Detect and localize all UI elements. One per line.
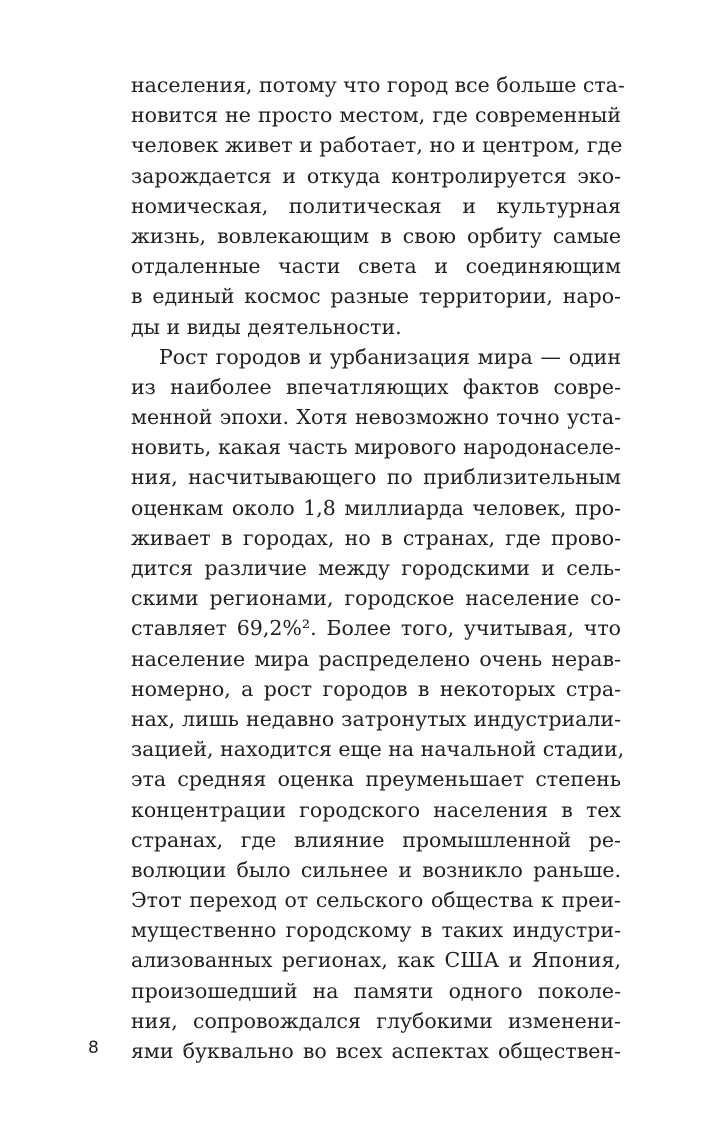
text-line: мущественно городскому в таких индустри-	[131, 918, 621, 943]
text-line: ализованных регионах, как США и Япония,	[131, 948, 621, 973]
body-text	[131, 70, 625, 1066]
text-line: Рост городов и урбанизация мира — один	[159, 344, 621, 369]
text-line: живает в городах, но в странах, где прово-	[131, 525, 621, 550]
text-line: Этот переход от сельского общества к преи-	[131, 888, 621, 913]
text-line: странах, где влияние промышленной ре-	[131, 827, 621, 852]
text-line: эта средняя оценка преуменьшает степень	[131, 767, 621, 792]
text-line: человек живет и работает, но и центром, где	[131, 133, 623, 158]
text-line: населения, потому что город все больше ста-	[131, 73, 625, 97]
text-line: зарождается и откуда контролируется эко-	[131, 163, 621, 188]
text-line: дится различие между городскими и сель-	[131, 556, 621, 580]
page-number: 8	[88, 1038, 99, 1058]
text-line: номическая, политическая и культурная	[131, 193, 621, 218]
text-line: нах, лишь недавно затронутых индустриали-	[131, 706, 621, 731]
text-line: ния, насчитывающего по приблизительным	[131, 465, 621, 490]
paragraph	[131, 342, 625, 1067]
text-line: скими регионами, городское население со-	[131, 586, 621, 611]
text-line: волюции было сильнее и возникло раньше.	[131, 857, 621, 882]
text-line: ставляет 69,2%². Более того, учитывая, что	[131, 616, 621, 641]
text-line: новится не просто местом, где современный	[131, 103, 621, 128]
text-line: ды и виды деятельности.	[131, 314, 402, 339]
text-line: ями буквально во всех аспектах обществен-	[131, 1039, 621, 1063]
text-line: новить, какая часть мирового народонаселе-	[131, 435, 621, 460]
text-line: произошедший на памяти одного поколе-	[131, 978, 621, 1003]
text-line: из наиболее впечатляющих фактов совре-	[131, 374, 621, 399]
text-line: зацией, находится еще на начальной стадии,	[131, 737, 625, 762]
text-line: отдаленные части света и соединяющим	[131, 254, 621, 279]
text-line: менной эпохи. Хотя невозможно точно уста-	[131, 405, 621, 430]
text-line: в единый космос разные территории, наро-	[131, 284, 621, 309]
paragraph	[131, 70, 625, 342]
text-line: ния, сопровождался глубокими изменени-	[131, 1008, 621, 1033]
text-line: жизнь, вовлекающим в свою орбиту самые	[131, 223, 621, 248]
text-line: концентрации городского населения в тех	[131, 797, 621, 822]
text-line: население мира распределено очень нерав-	[131, 646, 621, 671]
text-line: номерно, а рост городов в некоторых стра-	[131, 676, 621, 701]
text-line: оценкам около 1,8 миллиарда человек, про-	[131, 495, 621, 520]
